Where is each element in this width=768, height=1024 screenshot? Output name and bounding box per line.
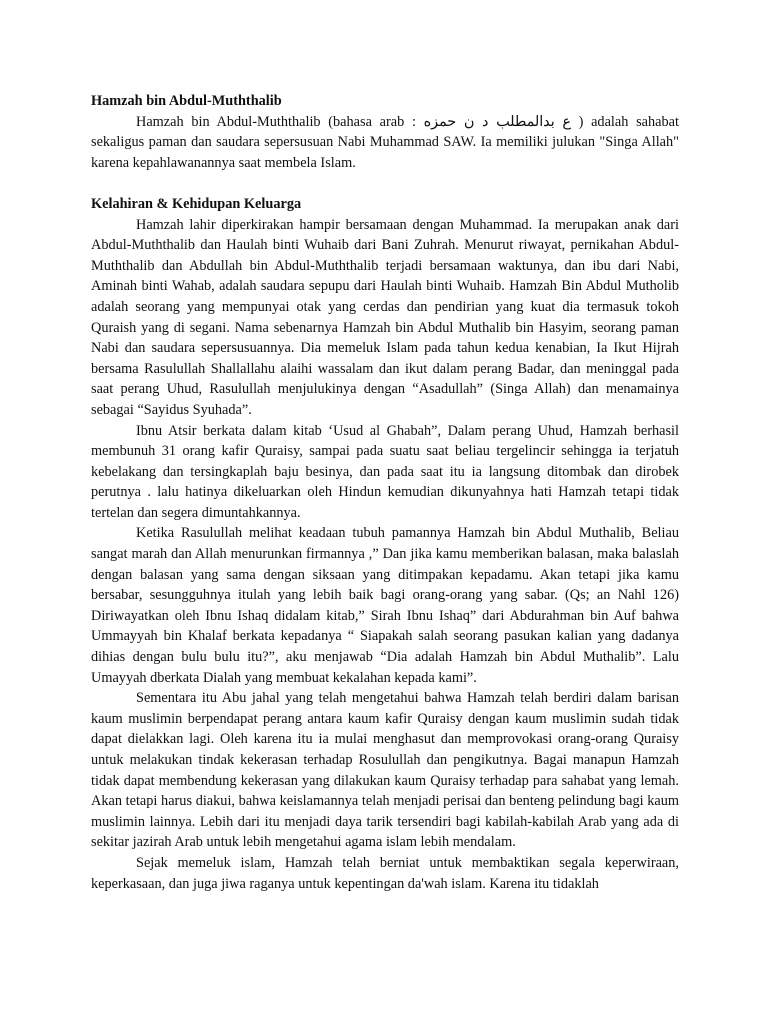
intro-text-start: Hamzah bin Abdul-Muththalib (bahasa arab :: [136, 113, 424, 130]
document-title: Hamzah bin Abdul-Muththalib: [91, 93, 282, 109]
body-paragraph-3: Ketika Rasulullah melihat keadaan tubuh pamannya Hamzah bin Abdul Muthalib, Beliau sangat marah dan Allah menurunkan firmannya ,” Dan jika kamu memberikan balasan, maka balaslah dengan balasan yang sama dengan siksaan yang ditimpakan kepadamu. Akan tetapi jika kamu bersabar, sesungguhnya itulah yang lebih baik bagi orang-orang yang sabar. (Qs; an Nahl 126) Diriwayatkan oleh Ibnu Ishaq didalam kitab,” Sirah Ibnu Ishaq” dari Abdurahman bin Auf bahwa Ummayyah bin Khalaf berkata kepadanya “ Siapakah salah seorang pasukan kalian yang dadanya dihias dengan bulu bulu itu?”, aku menjawab “Dia adalah Hamzah bin Abdul Muthalib”. Lalu Umayyah dberkata Dialah yang membuat kekalahan kepada kami”.: [91, 525, 679, 686]
document-page: [91, 91, 679, 894]
intro-text-end: ) adalah sahabat sekaligus paman dan saudara sepersusuan Nabi Muhammad SAW. Ia memiliki julukan "Singa Allah" karena kepahlawanannya saat membela Islam.: [91, 113, 679, 171]
body-paragraph-4: Sementara itu Abu jahal yang telah mengetahui bahwa Hamzah telah berdiri dalam barisan kaum muslimin berpendapat perang antara kaum kafir Quraisy dengan kaum muslimin sudah tidak dapat dielakkan lagi. Oleh karena itu ia mulai menghasut dan memprovokasi orang-orang Quraisy untuk melakukan tindak kekerasan terhadap Rosulullah dan pengikutnya. Bagai manapun Hamzah tidak dapat membendung kekerasan yang dilakukan kaum Quraisy terhadap para sahabat yang lemah. Akan tetapi harus diakui, bahwa keislamannya telah menjadi perisai dan benteng pelindung bagi kaum muslimin lainnya. Lebih dari itu menjadi daya tarik tersendiri bagi kabilah-kabilah Arab yang ada di sekitar jazirah Arab untuk lebih mengetahui agama islam lebih mendalam.: [91, 690, 679, 851]
intro-paragraph: [91, 112, 679, 174]
section-title: Kelahiran & Kehidupan Keluarga: [91, 195, 302, 212]
body-paragraph-5: Sejak memeluk islam, Hamzah telah berniat untuk membaktikan segala keperwiraan, keperkasaan, dan juga jiwa raganya untuk kepentingan da'wah islam. Karena itu tidaklah: [91, 854, 679, 892]
arabic-name: ع بدالمطلب د ن حمزه: [423, 113, 571, 130]
body-paragraph-2: Ibnu Atsir berkata dalam kitab ‘Usud al Ghabah”, Dalam perang Uhud, Hamzah berhasil membunuh 31 orang kafir Quraisy, sampai pada suatu saat beliau tergelincir sehingga ia terjatuh kebelakang dan tersingkaplah baju besinya, dan pada saat itu ia langsung ditombak dan dirobek perutnya . lalu hatinya dikeluarkan oleh Hindun kemudian dikunyahnya hati Hamzah tetapi tidak tertelan dan segera dimuntahkannya.: [91, 422, 679, 521]
body-paragraph-1: Hamzah lahir diperkirakan hampir bersamaan dengan Muhammad. Ia merupakan anak dari Abdul-Muththalib dan Haulah binti Wuhaib dari Bani Zuhrah. Menurut riwayat, pernikahan Abdul-Muththalib dan Abdullah bin Abdul-Muththalib terjadi bersamaan waktunya, dan ibu dari Nabi, Aminah binti Wahab, adalah saudara sepupu dari Haulah binti Wuhaib. Hamzah Bin Abdul Mutholib adalah seorang yang mempunyai otak yang cerdas dan pendirian yang kuat dia termasuk tokoh Quraish yang di segani. Nama sebenarnya Hamzah bin Abdul Muthalib bin Hasyim, seorang paman Nabi dan saudara sepersusuannya. Dia memeluk Islam pada tahun kedua kenabian, Ia Ikut Hijrah bersama Rasulullah Shallallahu alaihi wassalam dan ikut dalam perang Badar, dan meninggal pada saat perang Uhud, Rasulullah menjulukinya dengan “Asadullah” (Singa Allah) dan menamainya sebagai “Sayidus Syuhada”.: [91, 216, 679, 418]
